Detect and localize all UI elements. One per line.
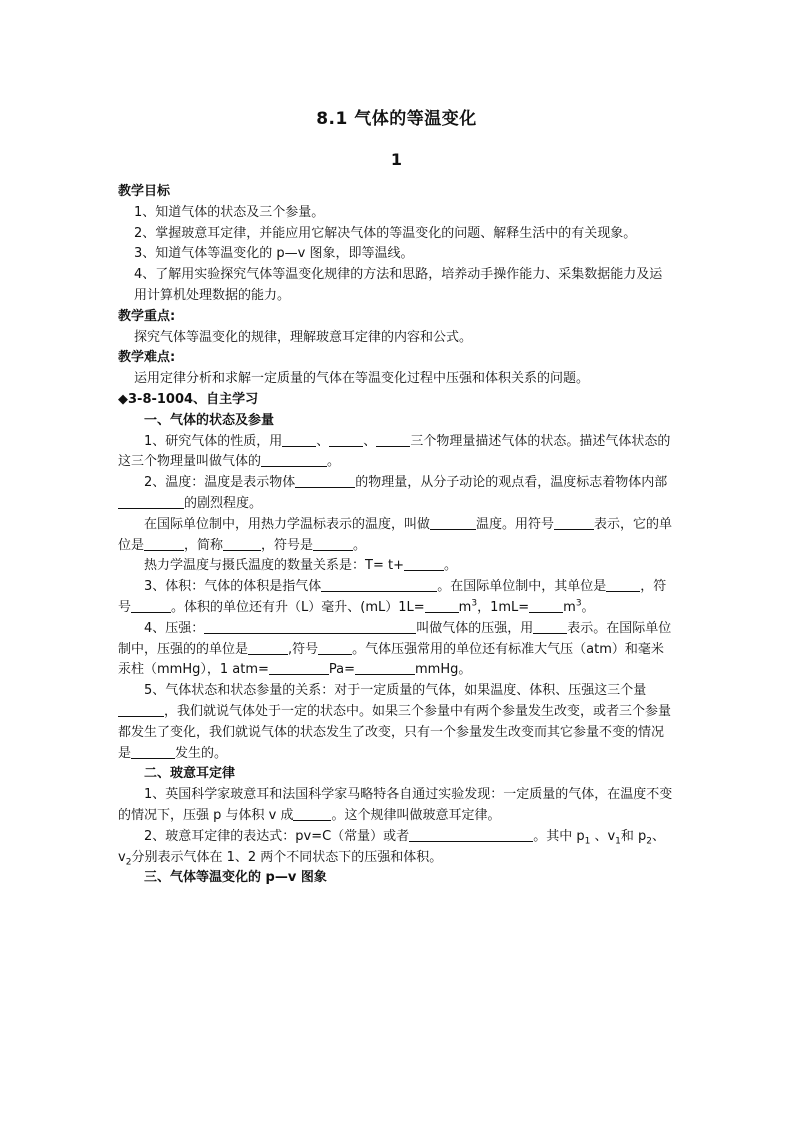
fill-blank[interactable]: [223, 536, 261, 551]
lesson-number: 1: [390, 150, 403, 169]
fill-blank[interactable]: [425, 598, 459, 613]
objectives-heading: 教学目标: [118, 184, 171, 199]
section1-paragraph-6: 4、压强： 叫做气体的压强，用 表示。在国际单位制中，压强的的单位是 ,符号 。气体压强常用的单位还有标准大气压（atm）和毫米汞柱（mmHg），1 atm= Pa= mmHg。: [118, 620, 672, 678]
section2-paragraph-1: 1、英国科学家玻意耳和法国科学家马略特各自通过实验发现：一定质量的气体，在温度不变的情况下，压强 p 与体积 v 成 。这个规律叫做玻意耳定律。: [118, 787, 673, 823]
document-body: [118, 182, 674, 889]
objective-item: 4、了解用实验探究气体等温变化规律的方法和思路，培养动手操作能力、采集数据能力及运用计算机处理数据的能力。: [134, 267, 663, 303]
fill-blank[interactable]: [282, 432, 316, 447]
fill-blank[interactable]: [313, 536, 353, 551]
fill-blank[interactable]: [131, 598, 171, 613]
section2-paragraph-2: 2、玻意耳定律的表达式：pv=C（常量）或者 。其中 $p_1$ 、$v_1$和 $p_2$、$v_2$分别表示气体在 1、2 两个不同状态下的压强和体积。: [118, 828, 666, 868]
self-study-line: [118, 390, 674, 411]
fill-blank[interactable]: [430, 515, 476, 530]
fill-blank[interactable]: [318, 640, 352, 655]
self-study-label: 自主学习: [206, 391, 259, 407]
section3-heading: 三、气体等温变化的 p—v 图象: [144, 870, 327, 886]
fill-blank[interactable]: [529, 598, 563, 613]
fill-blank[interactable]: [118, 494, 184, 509]
fill-blank[interactable]: [204, 619, 416, 634]
fill-blank[interactable]: [144, 536, 184, 551]
fill-blank[interactable]: [295, 473, 355, 488]
section1-paragraph-7: 5、气体状态和状态参量的关系：对于一定质量的气体，如果温度、体积、压强这三个量，我们就说气体处于一定的状态中。如果三个参量中有两个参量发生改变，或者三个参量都发生了变化，我们就说气体的状态发生了改变，只有一个参量发生改变而其它参量不变的情况是 发生的。: [118, 683, 672, 761]
objective-item: 3、知道气体等温变化的 p—v 图象，即等温线。: [134, 246, 414, 262]
difficult-points-text: 运用定律分析和求解一定质量的气体在等温变化过程中压强和体积关系的问题。: [134, 371, 590, 387]
fill-blank[interactable]: [355, 660, 415, 675]
fill-blank[interactable]: [404, 556, 444, 571]
key-points-heading: 教学重点:: [118, 308, 176, 324]
key-points-text: 探究气体等温变化的规律，理解玻意耳定律的内容和公式。: [134, 329, 473, 345]
fill-blank[interactable]: [554, 515, 594, 530]
section2-heading: 二、玻意耳定律: [144, 766, 236, 782]
fill-blank[interactable]: [293, 806, 331, 821]
fill-blank[interactable]: [269, 660, 329, 675]
fill-blank[interactable]: [533, 619, 567, 634]
fill-blank[interactable]: [118, 702, 164, 717]
fill-blank[interactable]: [248, 640, 288, 655]
page-title: 8.1 气体的等温变化: [316, 109, 477, 129]
fill-blank[interactable]: [329, 432, 363, 447]
section1-paragraph-1: 1、研究气体的性质，用 、 、 三个物理量描述气体的状态。描述气体状态的这三个物理量叫做气体的 。: [118, 433, 671, 470]
objective-item: 2、掌握玻意耳定律，并能应用它解决气体的等温变化的问题、解释生活中的有关现象。: [134, 225, 637, 241]
section1-paragraph-5: 3、体积：气体的体积是指气体 。在国际单位制中，其单位是 ，符号 。体积的单位还有升（L）毫升、$(mL)1L= m^3$，$1mL= m^3$。: [118, 579, 667, 615]
fill-blank[interactable]: [606, 577, 640, 592]
fill-blank[interactable]: [376, 432, 410, 447]
section1-paragraph-3: 在国际单位制中，用热力学温标表示的温度，叫做 温度。用符号 表示，它的单位是 ，简称 ，符号是 。: [118, 516, 673, 553]
section1-paragraph-2: 2、温度：温度是表示物体 的物理量，从分子动论的观点看，温度标志着物体内部的剧烈程度。: [118, 473, 674, 515]
fill-blank[interactable]: [261, 452, 327, 467]
difficult-points-heading: 教学难点:: [118, 350, 176, 366]
objective-item: 1、知道气体的状态及三个参量。: [134, 204, 325, 220]
fill-blank[interactable]: [409, 827, 533, 842]
fill-blank[interactable]: [131, 744, 175, 759]
section1-paragraph-4: 热力学温度与摄氏温度的数量关系是：T= t+ 。: [144, 558, 457, 574]
fill-blank[interactable]: [321, 577, 437, 592]
section1-heading: 一、气体的状态及参量: [144, 412, 275, 428]
self-study-code: ◆3-8-1004、: [118, 391, 207, 407]
